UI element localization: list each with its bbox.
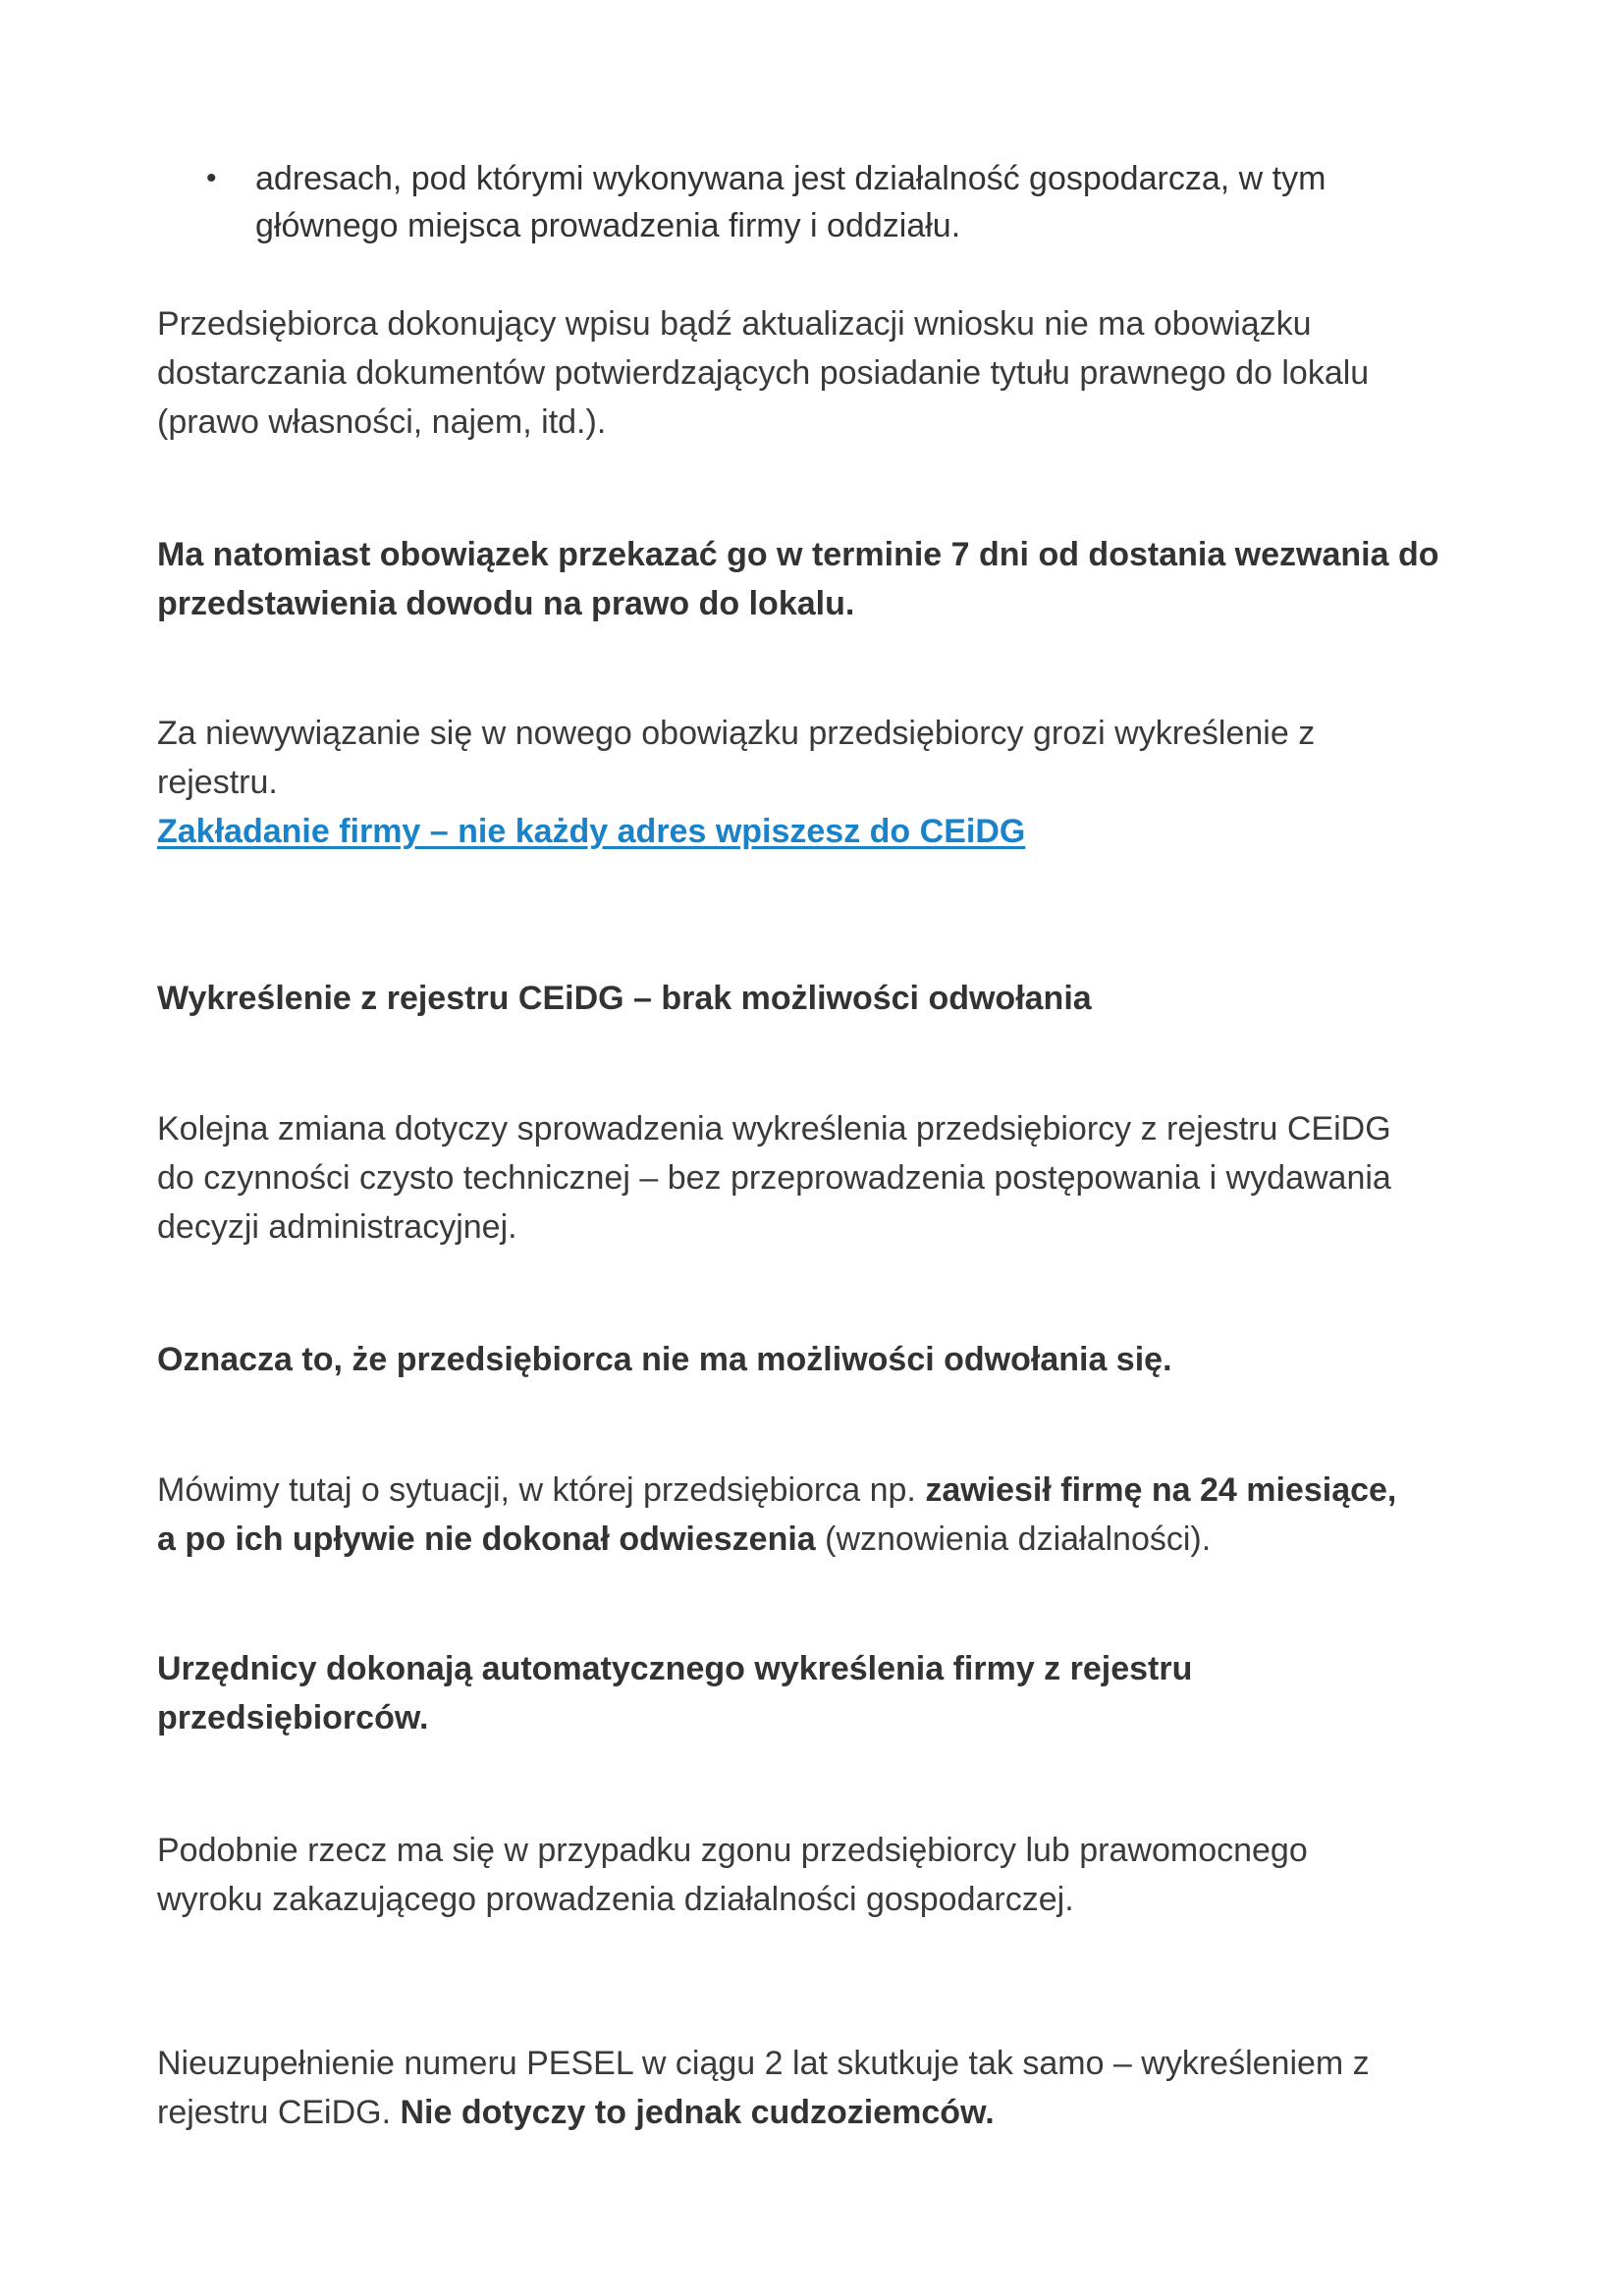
- paragraph-obligation: [157, 530, 1492, 628]
- text-line: do czynności czysto technicznej – bez przeprowadzenia postępowania i wydawania: [157, 1159, 1391, 1197]
- section-heading: Wykreślenie z rejestru CEiDG – brak możliwości odwołania: [157, 980, 1092, 1017]
- text-line: wyroku zakazującego prowadzenia działalności gospodarczej.: [157, 1881, 1074, 1918]
- paragraph-no-appeal: Oznacza to, że przedsiębiorca nie ma możliwości odwołania się.: [157, 1341, 1172, 1378]
- paragraph-legal-title: [157, 299, 1492, 447]
- text-line: Urzędnicy dokonają automatycznego wykreślenia firmy z rejestru: [157, 1650, 1193, 1687]
- text-line: rejestru CEiDG.: [157, 2094, 401, 2131]
- text-line: Mówimy tutaj o sytuacji, w której przedsiębiorca np.: [157, 1471, 926, 1509]
- text-line: Za niewywiązanie się w nowego obowiązku przedsiębiorcy grozi wykreślenie z: [157, 715, 1316, 752]
- text-line: (prawo własności, najem, itd.).: [157, 403, 607, 441]
- text-line: przedsiębiorców.: [157, 1699, 429, 1736]
- text-line: (wznowienia działalności).: [815, 1521, 1212, 1558]
- text-line: Kolejna zmiana dotyczy sprowadzenia wykreślenia przedsiębiorcy z rejestru CEiDG: [157, 1110, 1391, 1148]
- paragraph-pesel: [157, 2039, 1492, 2137]
- paragraph-penalty: [157, 709, 1492, 856]
- text-line: Przedsiębiorca dokonujący wpisu bądź aktualizacji wniosku nie ma obowiązku: [157, 305, 1312, 343]
- text-line: Podobnie rzecz ma się w przypadku zgonu przedsiębiorcy lub prawomocnego: [157, 1832, 1308, 1869]
- paragraph-suspension: [157, 1466, 1492, 1564]
- emphasis-text: a po ich upływie nie dokonał odwieszenia: [157, 1521, 816, 1558]
- text-line: decyzji administracyjnej.: [157, 1208, 517, 1246]
- article-link[interactable]: Zakładanie firmy – nie każdy adres wpiszesz do CEiDG: [157, 813, 1026, 850]
- address-bullet-list: [157, 155, 1492, 249]
- text-line: przedstawienia dowodu na prawo do lokalu.: [157, 585, 855, 622]
- text-line: Ma natomiast obowiązek przekazać go w terminie 7 dni od dostania wezwania do: [157, 536, 1439, 573]
- paragraph-automatic-deletion: [157, 1644, 1492, 1742]
- text-line: Nieuzupełnienie numeru PESEL w ciągu 2 lat skutkuje tak samo – wykreśleniem z: [157, 2045, 1370, 2082]
- paragraph-change: [157, 1104, 1492, 1252]
- bullet-line: głównego miejsca prowadzenia firmy i oddziału.: [255, 207, 961, 244]
- paragraph-death-case: [157, 1826, 1492, 1924]
- text-line: rejestru.: [157, 764, 278, 801]
- bullet-dot-icon: •: [206, 162, 217, 194]
- bullet-item: [157, 155, 1492, 249]
- bullet-line: adresach, pod którymi wykonywana jest działalność gospodarcza, w tym: [255, 160, 1326, 197]
- emphasis-text: zawiesił firmę na 24 miesiące,: [925, 1471, 1397, 1509]
- emphasis-text: Nie dotyczy to jednak cudzoziemców.: [400, 2094, 995, 2131]
- text-line: dostarczania dokumentów potwierdzających posiadanie tytułu prawnego do lokalu: [157, 354, 1370, 392]
